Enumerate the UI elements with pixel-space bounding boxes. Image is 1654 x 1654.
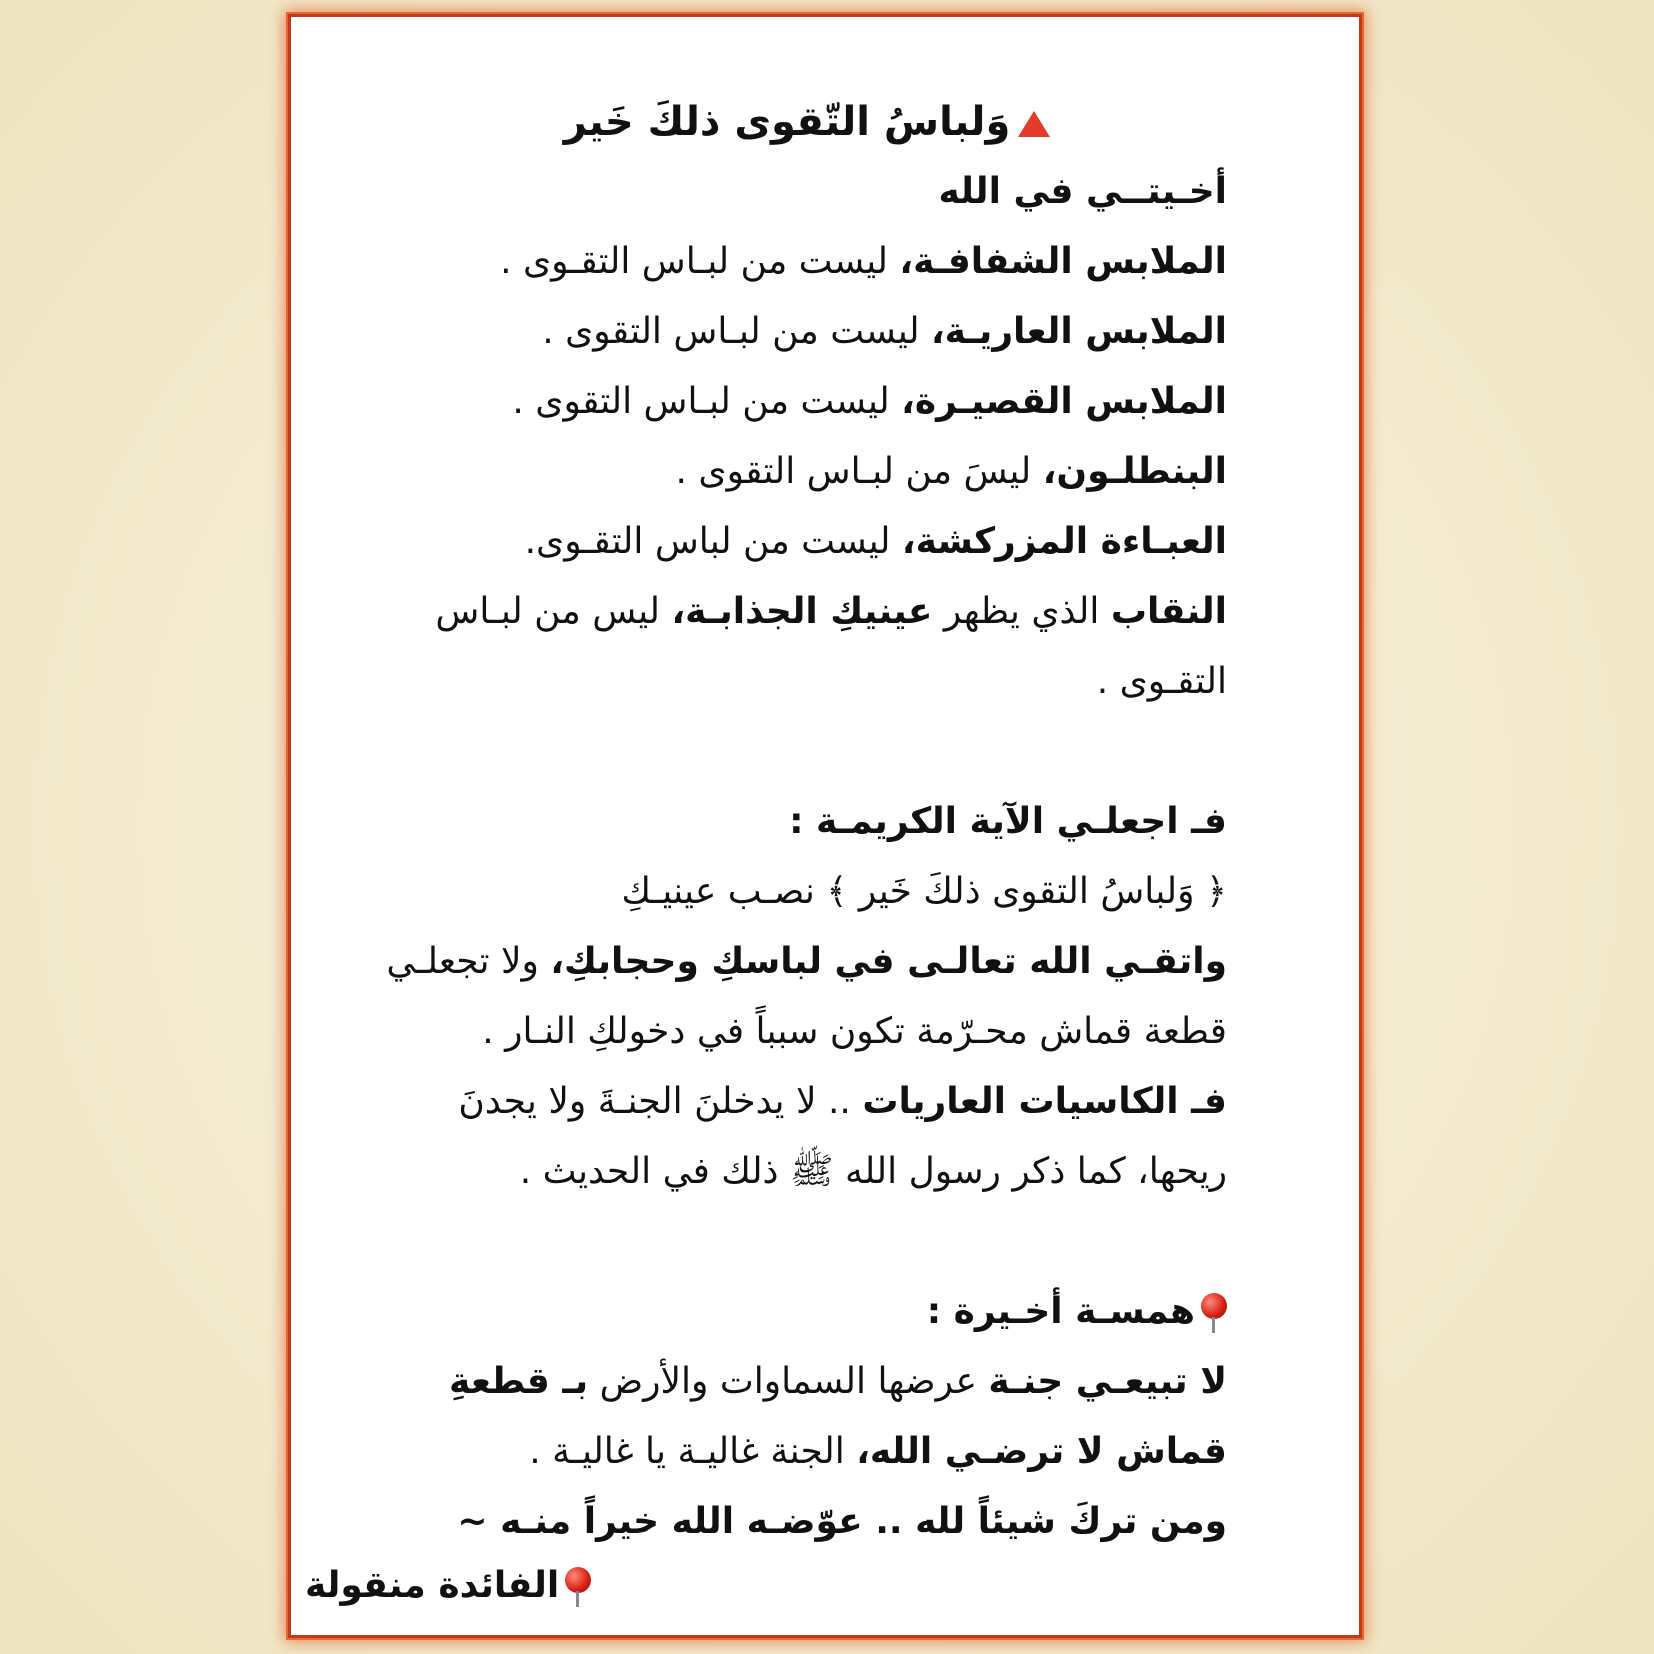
list-item: [347, 297, 1227, 367]
pushpin-icon: [565, 1567, 591, 1607]
taqwa-text: ولا تجعلـي: [386, 941, 551, 982]
list-item: [347, 227, 1227, 297]
final-bold-2: بـ قطعةِ: [449, 1361, 589, 1402]
red-triangle-icon: [1018, 111, 1050, 137]
final-line-3: [347, 1487, 1227, 1557]
final-line-2: [347, 1417, 1227, 1487]
title-text: وَلباسُ التّقوى ذلكَ خَير: [563, 99, 1011, 145]
section-heading-whisper: [347, 1277, 1227, 1347]
spacer: [347, 717, 1227, 787]
list-item: [347, 367, 1227, 437]
list-item-text: ليست من لبـاس التقوى .: [542, 311, 931, 352]
list-item-text: ليست من لبـاس التقـوى .: [500, 241, 900, 282]
kasiyat-text: .. لا يدخلنَ الجنـةَ ولا يجدنَ: [458, 1081, 863, 1122]
final-bold: لا تبيعـي جنـة: [988, 1361, 1227, 1402]
greeting: [347, 157, 1227, 227]
list-item-bold: البنطلـون،: [1042, 451, 1227, 492]
verse-line: ﴿ وَلباسُ التقوى ذلكَ خَير ﴾ نصـب عينيـكِ: [621, 871, 1227, 912]
list-item-bold: الملابس القصيـرة،: [901, 381, 1227, 422]
whisper-heading-text: همسـة أخـيرة :: [926, 1291, 1195, 1332]
source-note-text: الفائدة منقولة: [305, 1565, 560, 1606]
spacer: [347, 1207, 1227, 1277]
final-bold: ومن تركَ شيئاً لله .. عوّضـه الله خيراً منـه ~: [457, 1501, 1227, 1542]
final-text: الجنة غاليـة يا غاليـة .: [529, 1431, 857, 1472]
post-title: [347, 87, 1267, 157]
list-item-text: ليست من لباس التقـوى.: [524, 521, 902, 562]
section-heading: [347, 787, 1227, 857]
eyes-bold: عينيكِ الجذابـة،: [671, 591, 933, 632]
final-line-1: [347, 1347, 1227, 1417]
list-item-bold: الملابس الشفافـة،: [899, 241, 1227, 282]
kasiyat-line: [347, 1067, 1227, 1137]
taqwa-line: [347, 927, 1227, 997]
post-content: [347, 87, 1227, 1557]
kasiyat-continuation: ريحها، كما ذكر رسول الله ﷺ ذلك في الحديث .: [519, 1151, 1227, 1192]
fabric-line: قطعة قماش محـرّمة تكون سبباً في دخولكِ النـار .: [482, 1011, 1227, 1052]
list-item: [347, 507, 1227, 577]
niqab-bold: النقاب: [1110, 591, 1227, 632]
niqab-rest: ليس من لبـاس التقـوى .: [435, 591, 1227, 702]
list-item-bold: العبـاءة المزركشة،: [901, 521, 1227, 562]
taqwa-bold: واتقـي الله تعالـى في لباسكِ وحجابكِ،: [550, 941, 1227, 982]
kasiyat-bold: فـ الكاسيات العاريات: [862, 1081, 1227, 1122]
list-item: [347, 437, 1227, 507]
greeting-text: أخـيتــي في الله: [938, 171, 1227, 212]
final-bold: قماش لا ترضـي الله،: [856, 1431, 1227, 1472]
post-card: [288, 14, 1362, 1638]
niqab-text: الذي يظهر: [932, 591, 1111, 632]
list-item-bold: الملابس العاريـة،: [930, 311, 1227, 352]
list-item-text: ليسَ من لبـاس التقوى .: [675, 451, 1043, 492]
final-text: عرضها السماوات والأرض: [588, 1361, 989, 1402]
source-note: [305, 1565, 591, 1607]
section-heading-text: فـ اجعلـي الآية الكريمـة :: [789, 801, 1227, 842]
niqab-paragraph: [347, 577, 1227, 717]
pushpin-icon: [1201, 1293, 1227, 1333]
list-item-text: ليست من لبـاس التقوى .: [512, 381, 902, 422]
